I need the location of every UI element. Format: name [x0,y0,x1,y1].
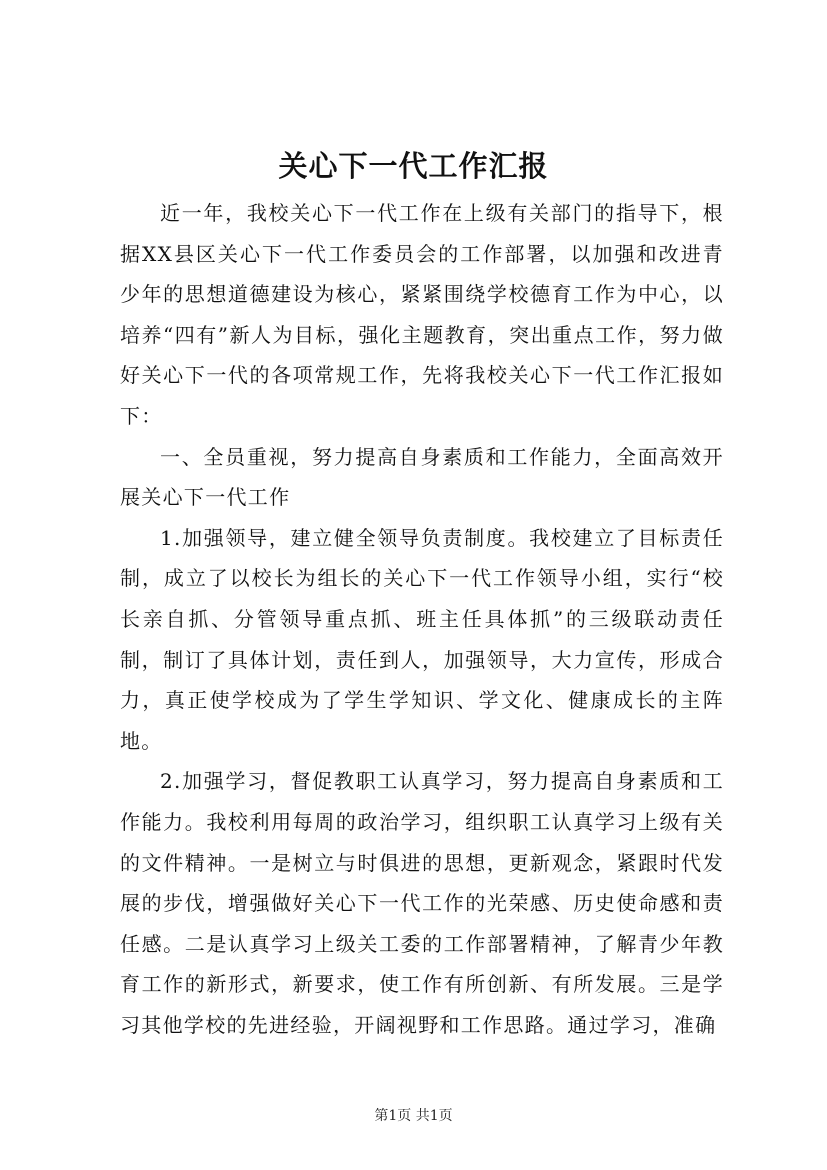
document-title: 关心下一代工作汇报 [278,149,549,183]
page-number-footer: 第1页 共1页 [374,1108,453,1124]
intro-paragraph: 近一年，我校关心下一代工作在上级有关部门的指导下，根据XX县区关心下一代工作委员会的工作部署，以加强和改进青少年的思想道德建设为核心，紧紧围绕学校德育工作为中心，以培养“四有”新人为目标，强化主题教育，突出重点工作，努力做好关心下一代的各项常规工作，先将我校关心下一代工作汇报如下： [120,201,724,428]
paragraph-item-1: 1.加强领导，建立健全领导负责制度。我校建立了目标责任制，成立了以校长为组长的关心下一代工作领导小组，实行“校长亲自抓、分管领导重点抓、班主任具体抓”的三级联动责任制，制订了具体计划，责任到人，加强领导，大力宣传，形成合力，真正使学校成为了学生学知识、学文化、健康成长的主阵地。 [120,525,724,753]
section-heading-1: 一、全员重视，努力提高自身素质和工作能力，全面高效开展关心下一代工作 [120,444,724,510]
paragraph-item-2: 2.加强学习，督促教职工认真学习，努力提高自身素质和工作能力。我校利用每周的政治学习，组织职工认真学习上级有关的文件精神。一是树立与时俱进的思想，更新观念，紧跟时代发展的步伐，增强做好关心下一代工作的光荣感、历史使命感和责任感。二是认真学习上级关工委的工作部署精神，了解青少年教育工作的新形式，新要求，使工作有所创新、有所发展。三是学习其他学校的先进经验，开阔视野和工作思路。通过学习，准确 [120,769,724,1037]
document-body [120,193,724,1045]
